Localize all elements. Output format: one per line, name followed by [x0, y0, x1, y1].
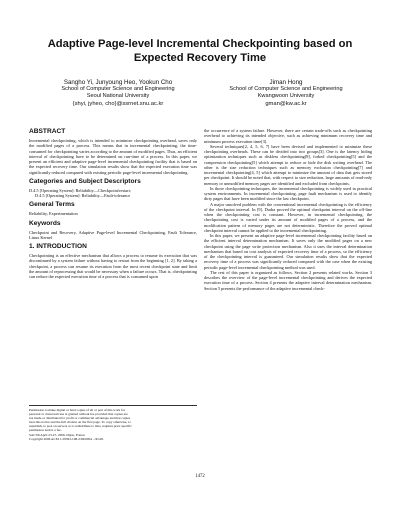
author-names: Sangho Yi, Junyoung Heo, Yookun Cho: [63, 79, 173, 86]
introduction-heading: 1. INTRODUCTION: [29, 243, 87, 250]
body-paragraph: A major unsolved problem with the conventional incremental checkpointing is the efficiency of the checkpoint interval. In [9], Dudra proved the optimal checkpoint interval on the off-line when the checkpointing cost is constant. However, in incremental checkpointing, the checkpointing cost is varied under its amount of modified pages of a process, and the modification pattern of memory pages are not deterministic. Therefore the proved optimal checkpoint interval cannot be applied to the incremental checkpointing.: [204, 201, 372, 233]
body-paragraph: The rest of this paper is organized as follows. Section 2 presents related works. Section 3 describes the overview of the page-level incremental checkpointing and derives the expected execution time of a process. Section 4 presents the adaptive interval determination mechanism. Section 5 presents the performance of the adaptive incremental check-: [204, 269, 372, 291]
author-affiliation: Seoul National University: [86, 93, 150, 99]
category-item: D.4.5 [Operating System]: Reliability—Fault-tolerance: [35, 193, 131, 198]
copyright-info: Copyright 2006 ACM 1-59593-108-2/06/0004 ...$5.00.: [29, 436, 104, 441]
permission-notice: [29, 405, 197, 441]
paper-title-line-1: Adaptive Page-level Incremental Checkpointing based on: [47, 38, 353, 50]
category-item: D.4.5 [Operating System]: Reliability—Checkpoint/restart;: [29, 187, 132, 193]
author-affiliation: Kwangwoon University: [257, 93, 315, 99]
body-paragraph: the occurrence of a system failure. However, there are certain trade-offs such as checkpointing overhead to achieving its intended objective, such as achieving minimum recovery time and minimum process execution time[3].: [204, 128, 372, 144]
permission-line: personal or classroom use is granted without fee provided that copies are: [29, 412, 128, 417]
paper-title-line-2: Expected Recovery Time: [133, 52, 267, 64]
body-paragraph: Several techniques[2, 4, 5, 6, 7] have been devised and implemented to minimize these checkpointing overheads. These can be divided into two groups[3]. One is the latency hiding optimization techniques such as diskless checkpointing[8], forked checkpointing[5] and the compression checkpointing[5] which attempt to reduce or hide the disk writing overhead. The other is the size reduction techniques such as memory exclusion checkpointing[7] and incremental checkpointing[4, 5] which attempt to minimize the amount of data that gets stored per checkpoint. It should be noted that, with respect to size reduction, large amounts of read-only memory or unmodified memory pages are identified and excluded from checkpoints.: [204, 143, 372, 186]
author-names: Jiman Hong: [269, 79, 303, 86]
author-email: gman@kw.ac.kr: [265, 100, 307, 107]
body-paragraph: In this paper, we present an adaptive page-level incremental checkpointing facility based on the efficient interval determination mechanism. It saves only the modified pages on a new checkpoint using the page write protection mechanism. Also it uses the interval determination mechanism that based on cost analysis of expected recovery time of a process, so the efficiency of the checkpointing interval is guaranteed. Our simulation results show that the expected recovery time of a process was significantly reduced compared with the case when the existing periodic page-level incremental checkpointing method was used.: [204, 233, 372, 270]
permission-line: permission and/or a fee.: [29, 428, 62, 433]
general-terms-text: Reliability, Experimentation: [29, 211, 78, 217]
author-email: {shyi, jyheo, cho}@ssrnet.snu.ac.kr: [72, 100, 164, 107]
abstract-text: Incremental checkpointing, which is intended to minimize checkpointing overhead, saves only the modified pages of a process. This means that in incremental checkpointing, the time-consumed for checkpointing varies according to the amount of modified pages. Thus, an efficient interval of checkpointing have to be determined on run-time of a process. In this paper, we present an efficient and adaptive page-level incremental checkpointing facility that is based on the expected recovery time. Our simulation results show that the expected execution time was significantly reduced compared with existing periodic page-level incremental checkpointing.: [29, 138, 197, 175]
page-number: 1472: [195, 474, 205, 479]
permission-line: bear this notice and the full citation on the first page. To copy otherwise, to: [29, 420, 131, 425]
paper-title: [0, 37, 400, 65]
conference-info: SAC'06 April 23-27, 2006, Dijon, France: [29, 432, 85, 437]
abstract-heading: ABSTRACT: [29, 128, 66, 135]
general-terms-heading: General Terms: [29, 201, 75, 209]
keywords-heading: Keywords: [29, 219, 61, 227]
permission-line: republish, to post on servers or to redistribute to lists, requires prior specific: [29, 424, 132, 429]
left-column: [29, 128, 197, 279]
permission-line: Permission to make digital or hard copies of all or part of this work for: [29, 408, 126, 412]
introduction-text: Checkpointing is an effective mechanism that allows a process to resume its execution that was discontinued by a system failure without having to restart from the beginning [1, 2]. By taking a checkpoint, a process can resume its execution from the most recent checkpoint state and limit the amount of reprocessing that would be necessary when a failure occurs. That is, checkpointing can reduce the expected execution time of a process that is consumed upon: [29, 253, 197, 279]
author-affiliation: School of Computer Science and Engineering: [61, 86, 175, 93]
right-column: [204, 128, 372, 291]
categories-heading: Categories and Subject Descriptors: [29, 177, 141, 185]
author-affiliation: School of Computer Science and Engineering: [229, 86, 343, 93]
body-paragraph: In those checkpointing techniques, the incremental checkpointing is widely used in practical system environments. In incremental checkpointing, page fault mechanism is used to identify dirty pages that have been modified since the last checkpoint.: [204, 185, 372, 202]
keywords-text: Checkpoint and Recovery, Adaptive Page-level Incremental Checkpointing, Fault Tolerance, Linux Kernel: [29, 229, 197, 240]
author-block-2: [211, 79, 361, 108]
author-block-1: [48, 79, 188, 108]
permission-line: not made or distributed for profit or commercial advantage and that copies: [29, 416, 131, 421]
